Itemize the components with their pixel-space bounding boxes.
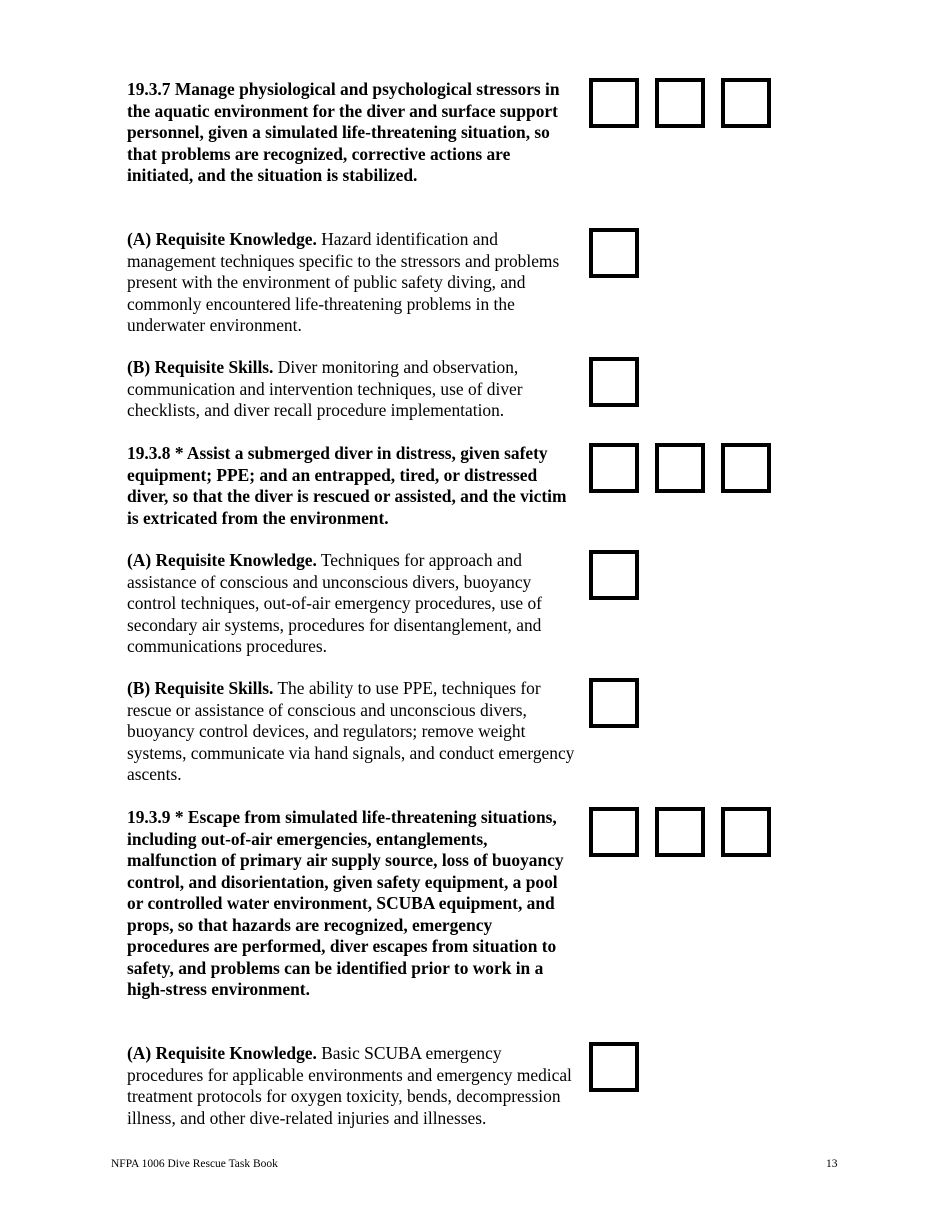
requisite-skills-heading: (B) Requisite Skills. (127, 357, 274, 377)
signoff-checkbox[interactable] (721, 78, 771, 128)
requisite-skills-text: Diver monitoring and observation, communication and intervention techniques, use of diver checklists, and diver recall procedure implementation. (127, 357, 523, 420)
section-19-3-7-signoff-boxes (589, 78, 771, 128)
section-19-3-7-knowledge (127, 229, 575, 337)
signoff-checkbox[interactable] (589, 678, 639, 728)
requisite-knowledge-text: Basic SCUBA emergency procedures for applicable environments and emergency medical treatment protocols for oxygen toxicity, bends, decompression illness, and other dive-related injuries and illnesses. (127, 1043, 572, 1128)
signoff-checkbox[interactable] (655, 443, 705, 493)
section-19-3-9-knowledge (127, 1043, 575, 1129)
requisite-knowledge-text: Techniques for approach and assistance of conscious and unconscious divers, buoyancy control techniques, out-of-air emergency procedures, use of secondary air systems, procedures for disentanglement, and communications procedures. (127, 550, 542, 656)
requisite-skills-text: The ability to use PPE, techniques for rescue or assistance of conscious and unconscious divers, buoyancy control devices, and regulators; remove weight systems, communicate via hand signals, and conduct emergency ascents. (127, 678, 575, 784)
section-19-3-9-signoff-boxes (589, 807, 771, 857)
requisite-knowledge-heading: (A) Requisite Knowledge. (127, 229, 317, 249)
signoff-checkbox[interactable] (589, 78, 639, 128)
signoff-checkbox[interactable] (589, 1042, 639, 1092)
footer-page-number: 13 (826, 1158, 838, 1170)
signoff-checkbox[interactable] (721, 807, 771, 857)
requisite-knowledge-heading: (A) Requisite Knowledge. (127, 550, 317, 570)
section-19-3-8-knowledge (127, 550, 575, 658)
signoff-checkbox[interactable] (589, 228, 639, 278)
section-19-3-7-skills-boxes (589, 357, 639, 407)
section-19-3-7-skills (127, 357, 575, 422)
section-19-3-8-skills-boxes (589, 678, 639, 728)
section-19-3-8-knowledge-boxes (589, 550, 639, 600)
signoff-checkbox[interactable] (655, 807, 705, 857)
requisite-skills-heading: (B) Requisite Skills. (127, 678, 274, 698)
section-19-3-7-text: 19.3.7 Manage physiological and psychological stressors in the aquatic environment for the diver and surface support personnel, given a simulated life-threatening situation, so that problems are recognized, corrective actions are initiated, and the situation is stabilized. (127, 79, 560, 185)
signoff-checkbox[interactable] (655, 78, 705, 128)
section-19-3-8-skills (127, 678, 575, 786)
section-19-3-9-text: 19.3.9 * Escape from simulated life-threatening situations, including out-of-air emergencies, entanglements, malfunction of primary air supply source, loss of buoyancy control, and disorientation, given safety equipment, a pool or controlled water environment, SCUBA equipment, and props, so that hazards are recognized, emergency procedures are performed, diver escapes from situation to safety, and problems can be identified prior to work in a high-stress environment. (127, 807, 564, 999)
signoff-checkbox[interactable] (721, 443, 771, 493)
signoff-checkbox[interactable] (589, 807, 639, 857)
section-19-3-9-knowledge-boxes (589, 1042, 639, 1092)
section-19-3-8-signoff-boxes (589, 443, 771, 493)
section-19-3-8-text: 19.3.8 * Assist a submerged diver in distress, given safety equipment; PPE; and an entrapped, tired, or distressed diver, so that the diver is rescued or assisted, and the victim is extricated from the environment. (127, 443, 567, 528)
requisite-knowledge-text: Hazard identification and management techniques specific to the stressors and problems present with the environment of public safety diving, and commonly encountered life-threatening problems in the underwater environment. (127, 229, 560, 335)
section-19-3-7-knowledge-boxes (589, 228, 639, 278)
requisite-knowledge-heading: (A) Requisite Knowledge. (127, 1043, 317, 1063)
signoff-checkbox[interactable] (589, 443, 639, 493)
signoff-checkbox[interactable] (589, 550, 639, 600)
footer-document-title: NFPA 1006 Dive Rescue Task Book (111, 1158, 278, 1170)
signoff-checkbox[interactable] (589, 357, 639, 407)
